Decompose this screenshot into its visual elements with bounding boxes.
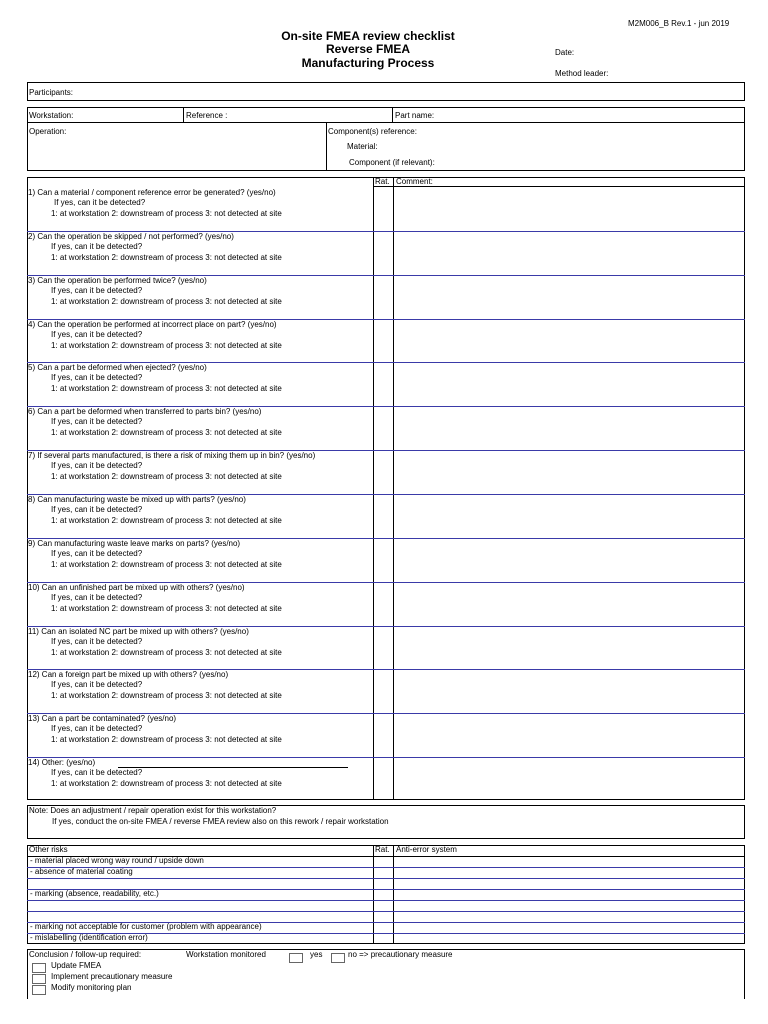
detection-options: 1: at workstation 2: downstream of process 3: not detected at site bbox=[51, 472, 282, 481]
question-text: 14) Other: (yes/no) bbox=[28, 758, 96, 767]
divider bbox=[393, 845, 394, 944]
question-text: 13) Can a part be contaminated? (yes/no) bbox=[28, 714, 177, 723]
detection-question: If yes, can it be detected? bbox=[51, 373, 143, 382]
no-precaution-checkbox[interactable] bbox=[331, 953, 345, 963]
divider bbox=[27, 122, 745, 123]
comment-cell[interactable] bbox=[394, 626, 744, 670]
document-reference: M2M006_B Rev.1 - jun 2019 bbox=[628, 19, 730, 28]
workstation-monitored-label: Workstation monitored bbox=[186, 950, 266, 959]
detection-question: If yes, can it be detected? bbox=[51, 680, 143, 689]
row-divider bbox=[27, 911, 745, 912]
detection-options: 1: at workstation 2: downstream of process 3: not detected at site bbox=[51, 648, 282, 657]
row-divider bbox=[27, 878, 745, 879]
component-if-relevant-label: Component (if relevant): bbox=[349, 158, 435, 167]
update-fmea-checkbox[interactable] bbox=[32, 963, 46, 973]
rating-cell[interactable] bbox=[374, 713, 393, 757]
rating-cell[interactable] bbox=[374, 669, 393, 713]
detection-question: If yes, can it be detected? bbox=[51, 637, 143, 646]
detection-options: 1: at workstation 2: downstream of process 3: not detected at site bbox=[51, 735, 282, 744]
workstation-label: Workstation: bbox=[29, 111, 74, 120]
detection-question: If yes, can it be detected? bbox=[51, 461, 143, 470]
comment-cell[interactable] bbox=[394, 757, 744, 801]
precautionary-measure-checkbox[interactable] bbox=[32, 974, 46, 984]
detection-question: If yes, can it be detected? bbox=[51, 330, 143, 339]
divider bbox=[373, 845, 374, 944]
divider bbox=[183, 107, 184, 123]
note-line: Note: Does an adjustment / repair operation exist for this workstation? bbox=[29, 806, 277, 815]
rating-cell[interactable] bbox=[374, 757, 393, 801]
rat-column-header: Rat. bbox=[375, 177, 390, 186]
comment-cell[interactable] bbox=[394, 187, 744, 231]
comment-cell[interactable] bbox=[394, 362, 744, 406]
rating-cell[interactable] bbox=[374, 362, 393, 406]
question-text: 3) Can the operation be performed twice? (yes/no) bbox=[28, 276, 207, 285]
component-reference-label: Component(s) reference: bbox=[328, 127, 417, 136]
row-divider bbox=[27, 867, 745, 868]
detection-question: If yes, can it be detected? bbox=[51, 549, 143, 558]
comment-cell[interactable] bbox=[394, 450, 744, 494]
rating-cell[interactable] bbox=[374, 626, 393, 670]
question-text: 4) Can the operation be performed at incorrect place on part? (yes/no) bbox=[28, 320, 277, 329]
comment-cell[interactable] bbox=[394, 319, 744, 363]
detection-question: If yes, can it be detected? bbox=[54, 198, 146, 207]
conclusion-label: Conclusion / follow-up required: bbox=[29, 950, 142, 959]
page-subtitle: Reverse FMEA bbox=[325, 42, 411, 56]
other-risks-rat-header: Rat. bbox=[375, 845, 390, 854]
comment-cell[interactable] bbox=[394, 494, 744, 538]
question-text: 1) Can a material / component reference error be generated? (yes/no) bbox=[28, 188, 276, 197]
date-label: Date: bbox=[555, 48, 575, 57]
update-fmea-label: Update FMEA bbox=[51, 961, 102, 970]
rating-cell[interactable] bbox=[374, 582, 393, 626]
question-text: 9) Can manufacturing waste leave marks on parts? (yes/no) bbox=[28, 539, 241, 548]
anti-error-header: Anti-error system bbox=[396, 845, 457, 854]
participants-field[interactable] bbox=[27, 82, 745, 101]
detection-options: 1: at workstation 2: downstream of process 3: not detected at site bbox=[51, 341, 282, 350]
question-text: 2) Can the operation be skipped / not performed? (yes/no) bbox=[28, 232, 234, 241]
precautionary-measure-label: Implement precautionary measure bbox=[51, 972, 173, 981]
method-leader-label: Method leader: bbox=[555, 69, 609, 78]
note-instruction: If yes, conduct the on-site FMEA / reverse FMEA review also on this rework / repair workstation bbox=[52, 817, 389, 826]
modify-monitoring-plan-checkbox[interactable] bbox=[32, 985, 46, 995]
rating-cell[interactable] bbox=[374, 319, 393, 363]
comment-cell[interactable] bbox=[394, 669, 744, 713]
question-text: 11) Can an isolated NC part be mixed up with others? (yes/no) bbox=[28, 627, 249, 636]
detection-options: 1: at workstation 2: downstream of process 3: not detected at site bbox=[51, 253, 282, 262]
comment-cell[interactable] bbox=[394, 582, 744, 626]
rating-cell[interactable] bbox=[374, 231, 393, 275]
rating-cell[interactable] bbox=[374, 494, 393, 538]
question-text: 10) Can an unfinished part be mixed up with others? (yes/no) bbox=[28, 583, 245, 592]
detection-question: If yes, can it be detected? bbox=[51, 242, 143, 251]
comment-cell[interactable] bbox=[394, 538, 744, 582]
detection-question: If yes, can it be detected? bbox=[51, 593, 143, 602]
detection-question: If yes, can it be detected? bbox=[51, 417, 143, 426]
material-label: Material: bbox=[347, 142, 378, 151]
divider bbox=[392, 107, 393, 123]
detection-options: 1: at workstation 2: downstream of process 3: not detected at site bbox=[51, 384, 282, 393]
rating-cell[interactable] bbox=[374, 450, 393, 494]
comment-cell[interactable] bbox=[394, 713, 744, 757]
part-name-label: Part name: bbox=[395, 111, 435, 120]
detection-question: If yes, can it be detected? bbox=[51, 505, 143, 514]
operation-label: Operation: bbox=[29, 127, 67, 136]
rating-cell[interactable] bbox=[374, 406, 393, 450]
risk-item: - material placed wrong way round / upside down bbox=[30, 856, 204, 865]
risk-item: - marking (absence, readability, etc.) bbox=[30, 889, 159, 898]
detection-options: 1: at workstation 2: downstream of process 3: not detected at site bbox=[51, 560, 282, 569]
question-text: 12) Can a foreign part be mixed up with others? (yes/no) bbox=[28, 670, 229, 679]
detection-options: 1: at workstation 2: downstream of process 3: not detected at site bbox=[51, 297, 282, 306]
detection-question: If yes, can it be detected? bbox=[51, 768, 143, 777]
question-text: 5) Can a part be deformed when ejected? (yes/no) bbox=[28, 363, 207, 372]
detection-options: 1: at workstation 2: downstream of process 3: not detected at site bbox=[51, 428, 282, 437]
question-text: 6) Can a part be deformed when transferred to parts bin? (yes/no) bbox=[28, 407, 262, 416]
question-text: 8) Can manufacturing waste be mixed up with parts? (yes/no) bbox=[28, 495, 246, 504]
divider bbox=[326, 122, 327, 171]
comment-cell[interactable] bbox=[394, 275, 744, 319]
row-divider bbox=[27, 900, 745, 901]
comment-cell[interactable] bbox=[394, 231, 744, 275]
detection-question: If yes, can it be detected? bbox=[51, 724, 143, 733]
detection-options: 1: at workstation 2: downstream of process 3: not detected at site bbox=[51, 604, 282, 613]
rating-cell[interactable] bbox=[374, 187, 393, 231]
reference-label: Reference : bbox=[186, 111, 228, 120]
page-title: On-site FMEA review checklist bbox=[281, 29, 455, 43]
rating-cell[interactable] bbox=[374, 275, 393, 319]
comment-column-header: Comment: bbox=[396, 177, 433, 186]
detection-options: 1: at workstation 2: downstream of process 3: not detected at site bbox=[51, 691, 282, 700]
no-precaution-label: no => precautionary measure bbox=[348, 950, 453, 959]
detection-options: 1: at workstation 2: downstream of process 3: not detected at site bbox=[51, 516, 282, 525]
detection-question: If yes, can it be detected? bbox=[51, 286, 143, 295]
other-input-line[interactable] bbox=[118, 767, 348, 768]
yes-label: yes bbox=[310, 950, 323, 959]
detection-options: 1: at workstation 2: downstream of process 3: not detected at site bbox=[51, 209, 282, 218]
modify-monitoring-plan-label: Modify monitoring plan bbox=[51, 983, 132, 992]
risk-item: - marking not acceptable for customer (problem with appearance) bbox=[30, 922, 262, 931]
participants-label: Participants: bbox=[29, 88, 74, 97]
rating-cell[interactable] bbox=[374, 538, 393, 582]
other-risks-header: Other risks bbox=[29, 845, 68, 854]
risk-item: - absence of material coating bbox=[30, 867, 133, 876]
page-subtitle-process: Manufacturing Process bbox=[301, 56, 435, 70]
detection-options: 1: at workstation 2: downstream of process 3: not detected at site bbox=[51, 779, 282, 788]
risk-item: - mislabelling (identification error) bbox=[30, 933, 148, 942]
yes-checkbox[interactable] bbox=[289, 953, 303, 963]
question-text: 7) If several parts manufactured, is there a risk of mixing them up in bin? (yes/no) bbox=[28, 451, 316, 460]
comment-cell[interactable] bbox=[394, 406, 744, 450]
